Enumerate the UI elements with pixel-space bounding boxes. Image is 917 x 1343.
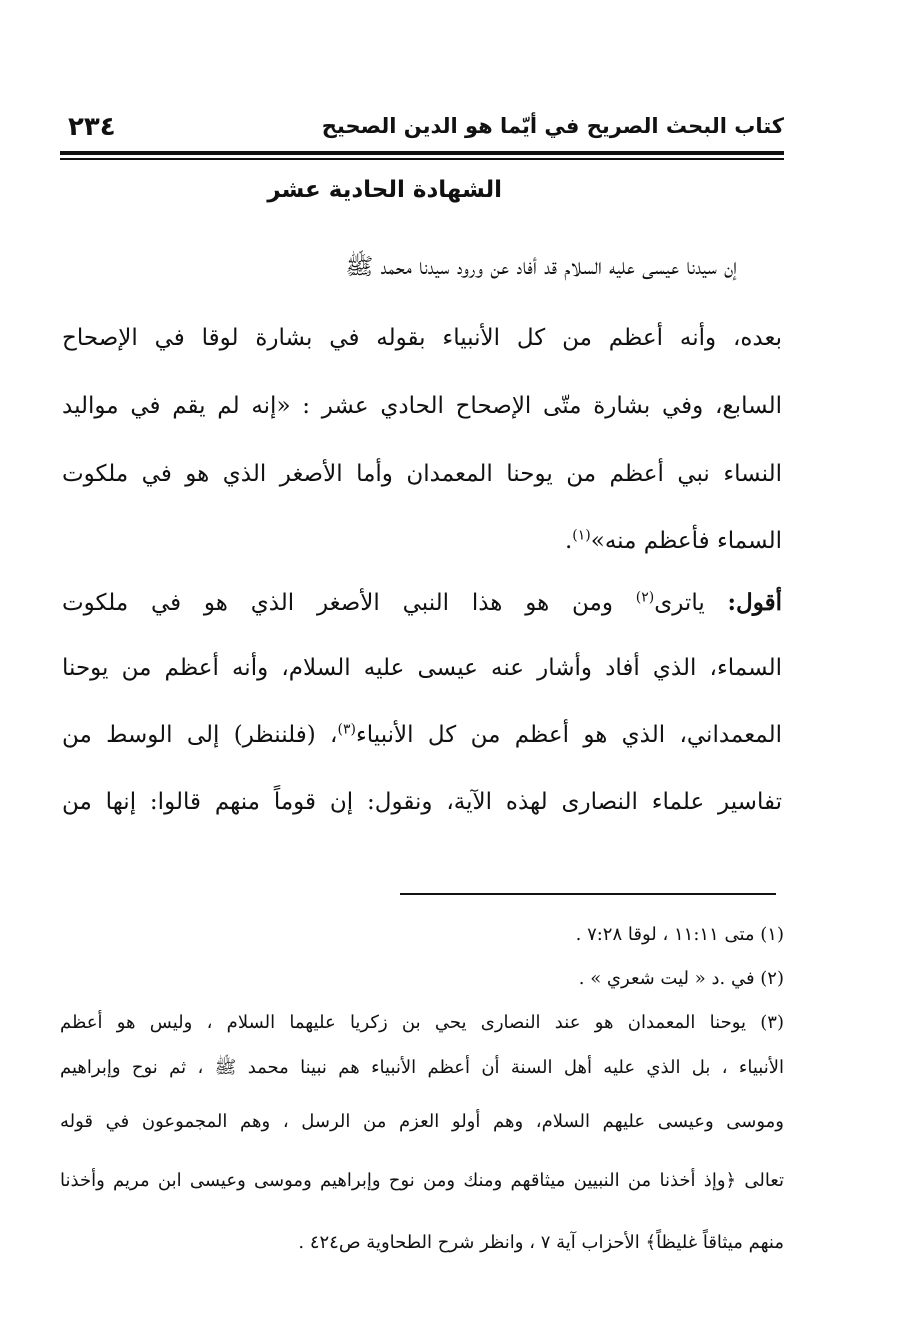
- header-rule-thick: [60, 151, 784, 155]
- footnote-ref-3: (٣): [337, 721, 356, 738]
- footnote-1: (١) متى ١١:١١ ، لوقا ٧:٢٨ .: [575, 924, 784, 945]
- header-rule-thin: [60, 158, 784, 160]
- body-line-7: السماء، الذي أفاد وأشار عنه عيسى عليه السلام، وأنه أعظم من يوحنا: [62, 655, 782, 681]
- book-title: كتاب البحث الصريح في أيّما هو الدين الصحيح: [321, 114, 784, 138]
- body-line-4: النساء نبي أعظم من يوحنا المعمدان وأما الأصغر الذي هو في ملكوت: [62, 461, 782, 487]
- body-line-9: تفاسير علماء النصارى لهذه الآية، ونقول: إن قوماً منهم قالوا: إنها من: [62, 789, 782, 815]
- page-number: ٢٣٤: [68, 112, 116, 142]
- footnote-3-line-3: وموسى وعيسى عليهم السلام، وهم أولو العزم من الرسل ، وهم المجموعون في قوله: [60, 1111, 784, 1132]
- aqul-label: أقول:: [727, 589, 782, 616]
- body-line-3: السابع، وفي بشارة متّى الإصحاح الحادي عشر : «إنه لم يقم في مواليد: [62, 393, 782, 419]
- footnote-3-line-4: تعالى ﴿وإذ أخذنا من النبيين ميثاقهم ومنك ومن نوح وإبراهيم وموسى وعيسى ابن مريم وأخذنا: [60, 1170, 784, 1191]
- body-line-5: [62, 518, 782, 564]
- body-line-8: [62, 712, 782, 758]
- footnote-2: (٢) في .د « ليت شعري » .: [578, 968, 784, 989]
- line6-post: ومن هو هذا النبي الأصغر الذي هو في ملكوت: [62, 590, 636, 616]
- quote-end-text: السماء فأعظم منه»: [590, 528, 782, 554]
- footnote-rule: [400, 893, 776, 895]
- line8-post: ، (فلننظر) إلى الوسط من: [62, 722, 338, 748]
- body-line-6: [62, 580, 782, 626]
- body-line-1: إن سيدنا عيسى عليه السلام قد أفاد عن ورود سيدنا محمد ﷺ: [345, 254, 737, 280]
- section-heading: الشهادة الحادية عشر: [267, 177, 502, 203]
- footnote-3-line-5: منهم ميثاقاً غليظاً﴾ الأحزاب آية ٧ ، وانظر شرح الطحاوية ص٤٢٤ .: [298, 1232, 784, 1253]
- footnote-3-line-2: الأنبياء ، بل الذي عليه أهل السنة أن أعظم الأنبياء هم نبينا محمد ﷺ ، ثم نوح وإبراهيم: [60, 1057, 784, 1078]
- line8-pre: المعمداني، الذي هو أعظم من كل الأنبياء: [355, 722, 782, 748]
- body-line-2: بعده، وأنه أعظم من كل الأنبياء بقوله في بشارة لوقا في الإصحاح: [62, 325, 782, 351]
- footnote-ref-2: (٢): [635, 589, 655, 606]
- footnote-ref-1: (١): [572, 527, 591, 544]
- line-end-period: .: [564, 528, 573, 554]
- line6-pre: ياترى: [654, 590, 728, 616]
- running-header: [60, 112, 784, 148]
- footnote-3-line-1: (٣) يوحنا المعمدان هو عند النصارى يحي بن زكريا عليهما السلام ، وليس هو أعظم: [60, 1012, 784, 1033]
